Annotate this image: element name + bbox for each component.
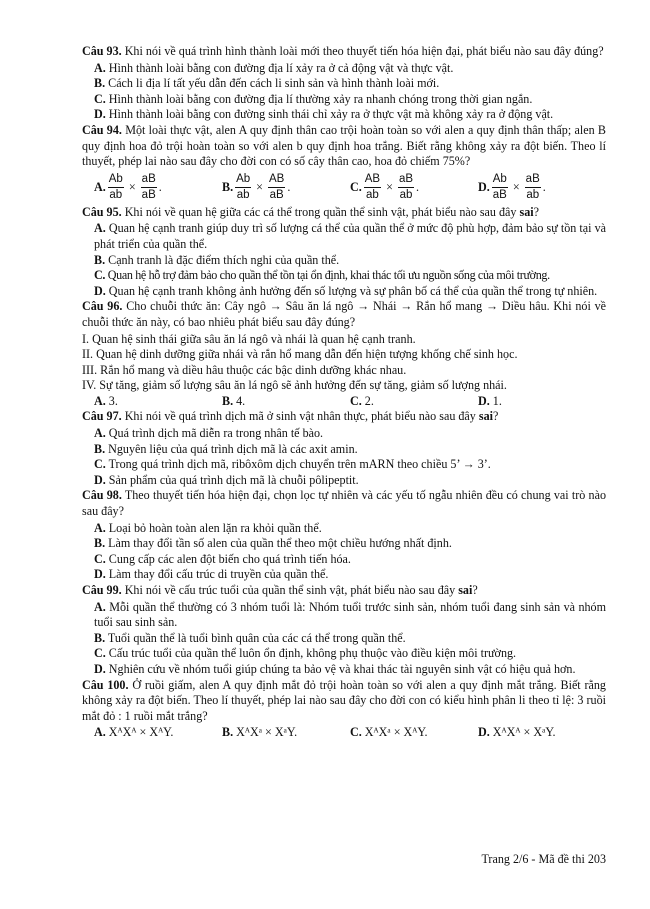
option-d: D. 1. [478,393,502,408]
emphasis-word: sai [458,583,473,597]
option-d: D. $\frac{Ab}{aB}$ × $\frac{aB}{ab}$ . [478,173,546,202]
option-b: B. $\frac{Ab}{ab}$ × $\frac{AB}{aB}$ . [222,173,291,202]
genotype-fraction: $\frac{Ab}{aB}$ [492,173,507,202]
option-a: A. Mỗi quần thể thường có 3 nhóm tuổi là: Nhóm tuổi trước sinh sản, nhóm tuổi đang sinh sản và nhóm tuổi sau sinh sản. [94,599,606,630]
question-number: Câu 99. [82,583,122,597]
statement-ii: II. Quan hệ dinh dưỡng giữa nhái và rắn hổ mang dẫn đến hiện tượng khống chế sinh học. [82,347,518,362]
option-a: A. 3. [94,393,118,408]
option-b: B. Nguyên liệu của quá trình dịch mã là các axit amin. [94,441,358,456]
question-stem: Cho chuỗi thức ăn: Cây ngô → Sâu ăn lá ngô → Nhái → Rắn hổ mang → Diều hâu. Khi nói về chuỗi thức ăn này, có bao nhiêu phát biểu sau đây đúng? [82,299,606,329]
option-c: C. Trong quá trình dịch mã, ribôxôm dịch chuyển trên mARN theo chiều 5’ → 3’. [94,457,491,472]
option-d: D. XᴬXᴬ × XᵃY. [478,725,556,740]
question-number: Câu 97. [82,409,122,424]
answer-options-row [82,725,606,741]
genotype-fraction: $\frac{Ab}{ab}$ [108,173,123,202]
question-stem: Theo thuyết tiến hóa hiện đại, chọn lọc tự nhiên và các yếu tố ngẫu nhiên đều có chung vai trò nào sau đây? [82,488,606,519]
question-97: Câu 97. Khi nói về quá trình dịch mã ở sinh vật nhân thực, phát biểu nào sau đây sai? [82,409,499,424]
answer-options-row [82,394,606,410]
question-100 [82,678,606,725]
option-c: C. $\frac{AB}{ab}$ × $\frac{aB}{ab}$ . [350,173,420,202]
question-94 [82,123,606,170]
option-b: B. Cách li địa lí tất yếu dẫn đến cách li sinh sản và hình thành loài mới. [94,76,440,91]
option-c: C. 2. [350,393,374,408]
option-a: A. XᴬXᴬ × XᴬY. [94,725,174,740]
question-99: Câu 99. Khi nói về cấu trúc tuổi của quần thể sinh vật, phát biểu nào sau đây sai? [82,583,478,597]
question-95: Câu 95. Khi nói về quan hệ giữa các cá thể trong quần thể sinh vật, phát biểu nào sau đây sai? [82,204,539,219]
statement-iv: IV. Sự tăng, giảm số lượng sâu ăn lá ngô sẽ ảnh hưởng đến sự tăng, giảm số lượng nhái. [82,378,507,393]
option-a: A. Hình thành loài bằng con đường địa lí xảy ra ở cả động vật và thực vật. [94,60,454,75]
genotype-fraction: $\frac{AB}{aB}$ [269,173,285,202]
option-b: B. Cạnh tranh là đặc điểm thích nghi của quần thể. [94,252,340,267]
option-a: A. Quan hệ cạnh tranh giúp duy trì số lượng cá thể của quần thể ở mức độ phù hợp, đảm bảo sự tồn tại và phát triển của quần thể. [94,221,606,251]
option-a: A. Loại bỏ hoàn toàn alen lặn ra khỏi quần thể. [94,520,322,535]
question-stem: Khi nói về cấu trúc tuổi của quần thể sinh vật, phát biểu nào sau đây [124,583,456,597]
question-96 [82,299,606,330]
page-footer: Trang 2/6 - Mã đề thi 203 [481,852,606,866]
option-c: C. Hình thành loài bằng con đường địa lí thường xảy ra nhanh chóng trong thời gian ngắn. [94,91,533,106]
question-stem: Khi nói về quá trình dịch mã ở sinh vật nhân thực, phát biểu nào sau đây [124,409,476,424]
option-c: C. Quan hệ hỗ trợ đảm bảo cho quần thể tồn tại ổn định, khai thác tối ưu nguồn sống của môi trường. [94,268,550,283]
option-a: A. Quá trình dịch mã diễn ra trong nhân tế bào. [94,426,324,441]
genotype-fraction: $\frac{Ab}{ab}$ [236,173,251,202]
option-c: C. Cấu trúc tuổi của quần thể luôn ổn định, không phụ thuộc vào điều kiện môi trường. [94,646,517,661]
genotype-fraction: $\frac{aB}{ab}$ [525,173,540,202]
option-d: D. Làm thay đổi cấu trúc di truyền của quần thể. [94,567,329,582]
question-98 [82,488,606,519]
statement-iii: III. Rắn hổ mang và diều hâu thuộc các bậc dinh dưỡng khác nhau. [82,362,407,377]
option-c: C. Cung cấp các alen đột biến cho quá trình tiến hóa. [94,551,351,566]
question-number: Câu 96. [82,299,123,314]
question-number: Câu 93. [82,44,122,58]
question-stem: Khi nói về quan hệ giữa các cá thể trong quần thể sinh vật, phát biểu nào sau đây [124,204,517,219]
question-number: Câu 98. [82,488,122,503]
emphasis-word: sai [519,204,534,219]
option-d: D. Sản phẩm của quá trình dịch mã là chuỗi pôlipeptit. [94,472,359,487]
fraction-options-row [82,171,606,205]
question-number: Câu 94. [82,122,122,137]
option-d: D. Nghiên cứu về nhóm tuổi giúp chúng ta bảo vệ và khai thác tài nguyên sinh vật có hiệu quả hơn. [94,661,576,676]
option-b: B. XᴬXᵃ × XᵃY. [222,725,298,740]
option-b: B. Tuổi quần thể là tuổi bình quân của các cá thể trong quần thể. [94,630,406,645]
option-b: B. Làm thay đổi tần số alen của quần thể theo một chiều hướng nhất định. [94,536,452,551]
option-c: C. XᴬXᵃ × XᴬY. [350,725,428,740]
option-d: D. Quan hệ cạnh tranh không ảnh hưởng đến số lượng và sự phân bố cá thể của quần thể trong tự nhiên. [94,283,598,298]
question-stem: Ở ruồi giấm, alen A quy định mắt đỏ trội hoàn toàn so với alen a quy định mắt trắng. Biết rằng không xảy ra đột biến. Theo lí thuyết, phép lai nào sau đây cho đời con có kiểu hình phân li theo tỉ lệ: 3 ruồi mắt đỏ : 1 ruồi mắt trắng? [82,677,606,723]
emphasis-word: sai [478,409,494,424]
option-d: D. Hình thành loài bằng con đường sinh thái chỉ xảy ra ở thực vật mà không xảy ra ở động vật. [94,107,554,122]
genotype-fraction: $\frac{AB}{ab}$ [364,173,381,202]
question-93 [82,44,606,60]
question-stem: Khi nói về quá trình hình thành loài mới theo thuyết tiến hóa hiện đại, phát biểu nào sau đây đúng? [124,44,604,58]
option-b: B. 4. [222,393,246,408]
question-stem: Một loài thực vật, alen A quy định thân cao trội hoàn toàn so với alen a quy định thân thấp; alen B quy định hoa đỏ trội hoàn toàn so với alen b quy định hoa trắng. Biết rằng không xảy ra đột biến. Theo lí thuyết, phép lai nào sau đây cho đời con có số cây thân cao, hoa đỏ chiếm 75%? [82,122,606,169]
statement-i: I. Quan hệ sinh thái giữa sâu ăn lá ngô và nhái là quan hệ cạnh tranh. [82,331,416,346]
question-number: Câu 95. [82,204,122,219]
option-a: A. $\frac{Ab}{ab}$ × $\frac{aB}{aB}$ . [94,173,162,202]
question-number: Câu 100. [82,677,129,692]
genotype-fraction: $\frac{aB}{aB}$ [141,173,156,202]
genotype-fraction: $\frac{aB}{ab}$ [398,173,414,202]
